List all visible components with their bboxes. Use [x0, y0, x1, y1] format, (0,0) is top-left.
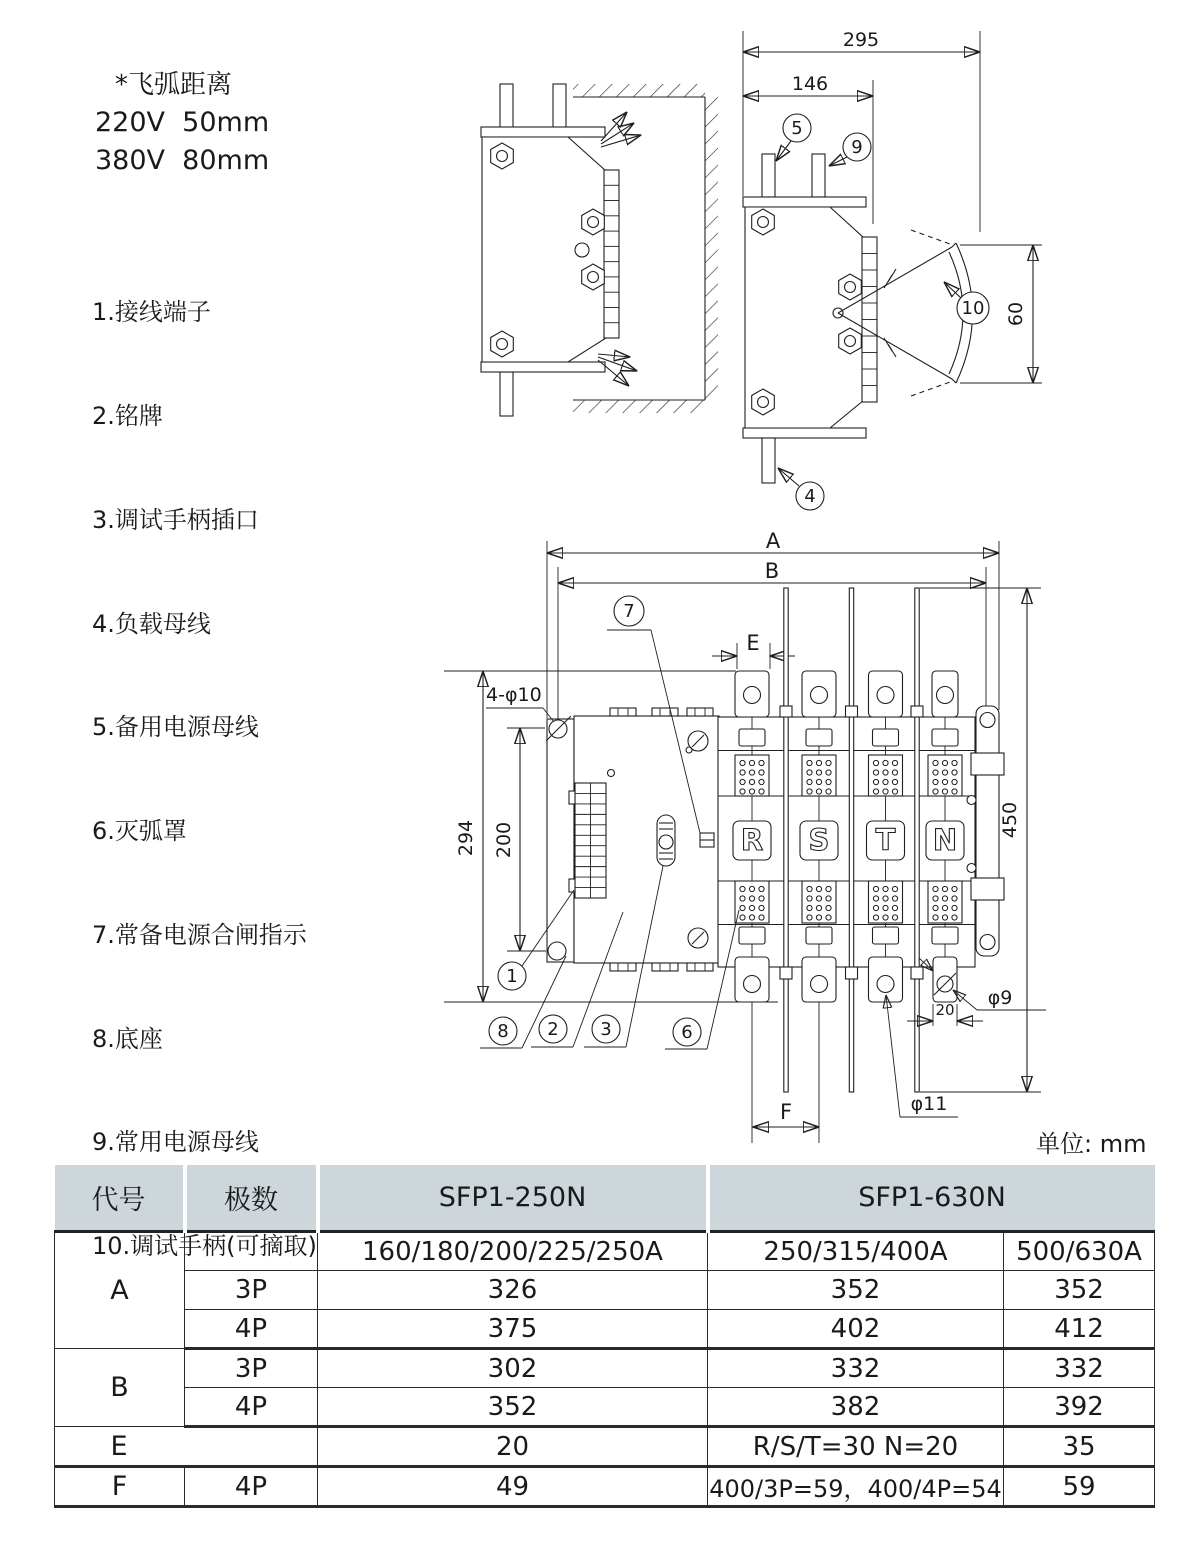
arc-chute-stack-left	[604, 170, 619, 338]
cell-value: 35	[1004, 1427, 1155, 1467]
dim-e-label: E	[746, 631, 760, 655]
parts-item-10: 10.调试手柄(可摘取)	[92, 1232, 317, 1261]
cell-value: 352	[1004, 1271, 1155, 1310]
header-sfp1-250n: SFP1-250N	[318, 1165, 708, 1232]
parts-item-5: 5.备用电源母线	[92, 713, 259, 742]
svg-text:4: 4	[804, 486, 816, 507]
callout-common-bus	[829, 133, 871, 166]
parts-item-4: 4.负载母线	[92, 609, 211, 638]
dim-450-label: 450	[999, 801, 1021, 839]
arc-distance-title: *飞弧距离	[115, 70, 233, 100]
cell-value: 332	[1004, 1349, 1155, 1388]
dim-200	[493, 728, 546, 951]
indicator-screw-bottom	[688, 928, 708, 948]
parts-item-6: 6.灭弧罩	[92, 817, 187, 846]
table-row-b-3p	[55, 1349, 1155, 1388]
label-mount-holes	[486, 684, 554, 722]
cell-value: 20	[318, 1427, 708, 1467]
svg-text:20: 20	[935, 1001, 955, 1019]
cell-code-a: A	[55, 1232, 185, 1349]
dim-e	[712, 631, 795, 669]
svg-text:4-φ10: 4-φ10	[486, 684, 542, 706]
pole-R	[733, 671, 771, 1143]
table-row-ampere	[55, 1232, 1155, 1271]
cell-value: 352	[318, 1388, 708, 1427]
cell-pole: 4P	[185, 1388, 318, 1427]
cell-pole: 3P	[185, 1271, 318, 1310]
cell-value: 400/3P=59，400/4P=54	[708, 1467, 1004, 1507]
cell-value: 375	[318, 1310, 708, 1349]
cell-value: 412	[1004, 1310, 1155, 1349]
dim-294-label: 294	[455, 819, 477, 857]
cell-amp-630b: 500/630A	[1004, 1232, 1155, 1271]
parts-item-8: 8.底座	[92, 1024, 163, 1053]
svg-text:2: 2	[547, 1019, 559, 1040]
dim-f-label: F	[779, 1100, 793, 1124]
pole-label-R: R	[740, 823, 764, 857]
dim-f	[753, 1100, 819, 1127]
side-view-left	[481, 84, 641, 416]
svg-text:10: 10	[961, 298, 985, 319]
dim-146-label: 146	[791, 73, 829, 95]
cell-value: 402	[708, 1310, 1004, 1349]
arc-distance-220v: 220V 50mm	[95, 107, 270, 138]
cell-value: 392	[1004, 1388, 1155, 1427]
cell-value: 352	[708, 1271, 1004, 1310]
dim-200-label: 200	[493, 821, 515, 859]
table-row-f	[55, 1467, 1155, 1507]
cell-code-b: B	[55, 1349, 185, 1427]
svg-text:3: 3	[600, 1019, 612, 1040]
pole-label-S: S	[808, 823, 830, 857]
cell-amp-630a: 250/315/400A	[708, 1232, 1004, 1271]
svg-text:φ9: φ9	[987, 987, 1013, 1009]
callout-load-bus	[778, 468, 824, 510]
spec-table	[54, 1165, 1155, 1508]
dim-b	[558, 559, 986, 722]
pole-S	[800, 671, 838, 1143]
side-view-right	[743, 29, 1042, 510]
header-code: 代号	[55, 1165, 185, 1232]
svg-text:9: 9	[851, 137, 863, 158]
arc-distance-380v: 380V 80mm	[95, 145, 270, 176]
cell-value: 382	[708, 1388, 1004, 1427]
table-header-row	[55, 1165, 1155, 1232]
cell-pole: 3P	[185, 1349, 318, 1388]
svg-text:6: 6	[681, 1022, 693, 1043]
parts-item-2: 2.铭牌	[92, 401, 163, 430]
svg-text:8: 8	[497, 1021, 509, 1042]
front-view-drawing	[440, 528, 1095, 1160]
cell-pole: 4P	[185, 1310, 318, 1349]
pole-label-N: N	[932, 823, 958, 857]
units-note: 单位: mm	[1036, 1130, 1147, 1158]
pole-label-T: T	[875, 823, 896, 857]
table-row-a-3p	[55, 1271, 1155, 1310]
handle-socket	[657, 815, 675, 866]
svg-text:7: 7	[623, 601, 635, 622]
cell-pole: 4P	[185, 1467, 318, 1507]
cell-code-e: E	[55, 1427, 318, 1467]
cell-value: 59	[1004, 1467, 1155, 1507]
header-poles: 极数	[185, 1165, 318, 1232]
cell-value: 49	[318, 1467, 708, 1507]
callout-reserve-bus	[776, 114, 811, 161]
mechanism-box	[546, 708, 719, 971]
cell-value: 332	[708, 1349, 1004, 1388]
dim-60-label: 60	[1005, 301, 1027, 327]
dim-b-label: B	[764, 559, 780, 583]
dim-295-label: 295	[842, 29, 880, 51]
svg-text:φ11: φ11	[910, 1093, 948, 1115]
cell-code-f: F	[55, 1467, 185, 1507]
parts-item-7: 7.常备电源合闸指示	[92, 920, 307, 949]
parts-item-3: 3.调试手柄插口	[92, 505, 259, 534]
dim-a-label: A	[765, 529, 781, 553]
svg-text:1: 1	[506, 966, 518, 987]
terminal-strip	[575, 783, 606, 898]
arc-chute-stack-right	[862, 237, 877, 402]
cell-value: 326	[318, 1271, 708, 1310]
cell-value: R/S/T=30 N=20	[708, 1427, 1004, 1467]
header-sfp1-630n: SFP1-630N	[708, 1165, 1155, 1232]
table-row-b-4p	[55, 1388, 1155, 1427]
table-row-e	[55, 1427, 1155, 1467]
arc-distance-note	[95, 66, 269, 180]
parts-item-1: 1.接线端子	[92, 298, 211, 327]
indicator-window	[700, 833, 714, 847]
callout-handle	[944, 282, 989, 324]
parts-item-9: 9.常用电源母线	[92, 1128, 259, 1157]
dim-a	[547, 529, 999, 718]
cell-empty	[185, 1232, 318, 1271]
table-row-a-4p	[55, 1310, 1155, 1349]
cell-amp-250: 160/180/200/225/250A	[318, 1232, 708, 1271]
cell-value: 302	[318, 1349, 708, 1388]
side-view-drawing	[440, 22, 1090, 524]
svg-text:5: 5	[791, 118, 803, 139]
